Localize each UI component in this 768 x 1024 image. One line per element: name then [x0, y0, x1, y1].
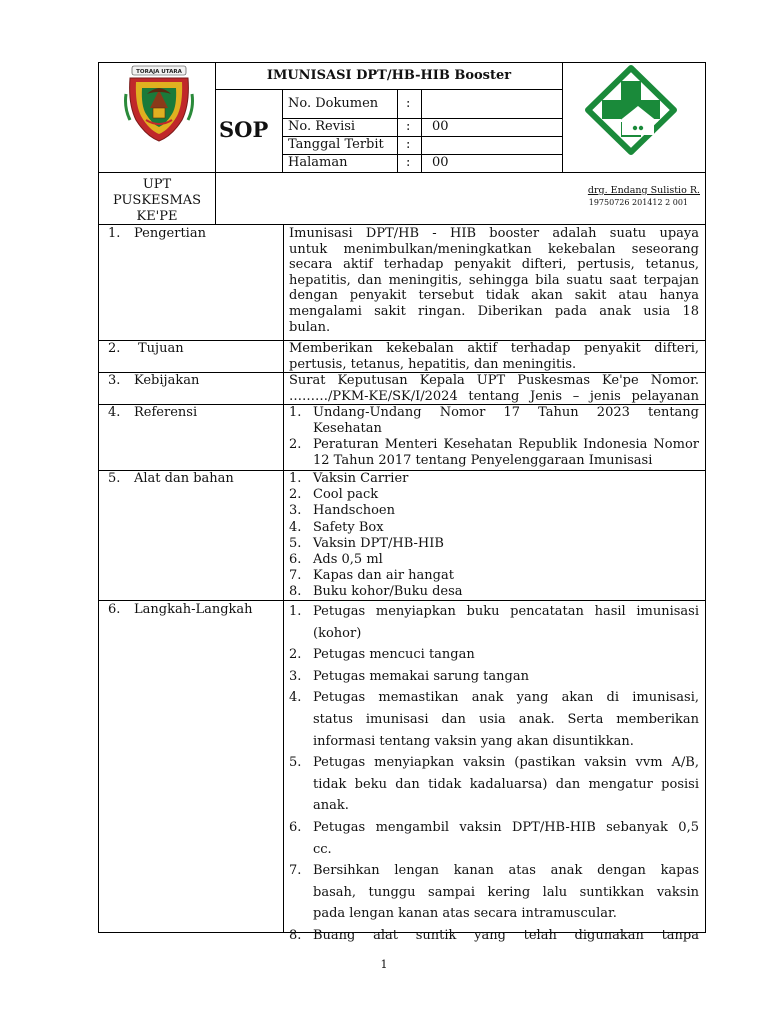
- text-line: Petugas menyiapkan vaksin (pastikan vaksin vvm A/B,: [313, 755, 699, 771]
- text-line: Petugas mengambil vaksin DPT/HB-HIB sebanyak 0,5: [313, 819, 699, 835]
- list-number: 1.: [289, 471, 302, 486]
- section-num: 5.: [108, 471, 121, 486]
- text-line: cc.: [313, 841, 332, 857]
- text-line: pada lengan kanan atas secara intramuscular.: [313, 906, 617, 922]
- signer-id: 19750726 201412 2 001: [588, 198, 688, 207]
- text-line: (kohor): [313, 625, 362, 641]
- regency-crest-logo: [122, 64, 196, 144]
- list-number: 7.: [289, 863, 302, 879]
- referensi-list: [289, 405, 699, 469]
- list-item: [289, 925, 699, 947]
- section-num: 2.: [108, 341, 121, 356]
- list-number: 8.: [289, 927, 302, 943]
- meta-sep: :: [406, 96, 411, 111]
- list-item: [289, 405, 699, 437]
- list-item: [289, 584, 699, 600]
- text-line: informasi tentang vaksin yang akan disuntikkan.: [313, 733, 634, 749]
- section-num: 1.: [108, 226, 121, 241]
- text-line: Imunisasi DPT/HB - HIB booster adalah suatu upaya: [289, 226, 699, 241]
- text-line: Safety Box: [313, 519, 384, 535]
- pengertian-paragraph: [289, 226, 699, 335]
- text-line: Kesehatan: [313, 421, 382, 436]
- text-line: Vaksin Carrier: [313, 471, 409, 486]
- text-line: untuk menimbulkan/meningkatkan kekebalan seseorang: [289, 241, 699, 257]
- list-item: [289, 752, 699, 817]
- list-item: [289, 487, 699, 503]
- list-item: [289, 437, 699, 469]
- list-item: [289, 568, 699, 584]
- puskesmas-logo: [580, 64, 682, 156]
- list-item: [289, 503, 699, 519]
- list-item: [289, 552, 699, 568]
- text-line: Petugas menyiapkan buku pencatatan hasil imunisasi: [313, 604, 699, 619]
- text-line: Handschoen: [313, 503, 395, 519]
- list-number: 2.: [289, 437, 302, 452]
- text-line: basah, tunggu sampai kering lalu suntikkan vaksin: [313, 884, 699, 900]
- section-num: 3.: [108, 373, 121, 388]
- crest-caption: TORAJA UTARA: [136, 69, 182, 75]
- list-number: 7.: [289, 568, 302, 584]
- text-line: ………/PKM-KE/SK/I/2024 tentang Jenis – jenis pelayanan: [289, 388, 699, 404]
- text-line: Undang-Undang Nomor 17 Tahun 2023 tentang: [313, 405, 699, 420]
- section-num: 4.: [108, 405, 121, 420]
- list-number: 6.: [289, 819, 302, 835]
- list-item: [289, 644, 699, 666]
- meta-sep: :: [406, 137, 411, 152]
- text-line: Buang alat suntik yang telah digunakan tanpa: [313, 927, 699, 943]
- kebijakan-paragraph: [289, 373, 699, 404]
- meta-sep: :: [406, 155, 411, 170]
- section-title-pengertian: Pengertian: [134, 226, 206, 241]
- list-number: 3.: [289, 668, 302, 684]
- list-item: [289, 860, 699, 925]
- org-line-upt: UPT: [142, 177, 172, 192]
- text-line: pertusis, tetanus, hepatitis, dan meningitis.: [289, 356, 577, 372]
- text-line: Cool pack: [313, 487, 379, 503]
- document-title: IMUNISASI DPT/HB-HIB Booster: [266, 68, 512, 83]
- list-number: 2.: [289, 647, 302, 663]
- list-item: [289, 817, 699, 860]
- text-line: Vaksin DPT/HB-HIB: [313, 535, 444, 551]
- list-number: 4.: [289, 690, 302, 706]
- section-title-tujuan: Tujuan: [138, 341, 184, 356]
- sop-label: SOP: [219, 117, 269, 142]
- list-number: 6.: [289, 552, 302, 568]
- tujuan-paragraph: [289, 341, 699, 372]
- text-line: Petugas memastikan anak yang akan di imunisasi,: [313, 690, 699, 706]
- page-number: 1: [380, 958, 388, 971]
- text-line: Peraturan Menteri Kesehatan Republik Indonesia Nomor: [313, 437, 699, 452]
- signer-name: drg. Endang Sulistio R.: [587, 185, 700, 196]
- list-number: 8.: [289, 584, 302, 600]
- meta-label-tanggal-terbit: Tanggal Terbit: [288, 137, 384, 152]
- section-num: 6.: [108, 602, 121, 617]
- text-line: Petugas memakai sarung tangan: [313, 668, 529, 684]
- section-title-referensi: Referensi: [134, 405, 198, 420]
- list-number: 1.: [289, 405, 302, 420]
- list-item: [289, 536, 699, 552]
- text-line: 12 Tahun 2017 tentang Penyelenggaraan Imunisasi: [313, 453, 653, 468]
- meta-label-halaman: Halaman: [288, 155, 348, 170]
- org-line-kepe: KE'PE: [136, 209, 178, 224]
- meta-sep: :: [406, 119, 411, 134]
- list-number: 2.: [289, 487, 302, 503]
- text-line: tidak beku dan tidak kadaluarsa) dan mengatur posisi: [313, 776, 699, 792]
- text-line: Kapas dan air hangat: [313, 568, 454, 584]
- list-item: [289, 601, 699, 644]
- alat-bahan-list: [289, 471, 699, 601]
- meta-label-no-dokumen: No. Dokumen: [288, 96, 379, 111]
- text-line: Surat Keputusan Kepala UPT Puskesmas Ke'pe Nomor.: [289, 373, 699, 388]
- list-item: [289, 520, 699, 536]
- list-item: [289, 666, 699, 688]
- text-line: Petugas mencuci tangan: [313, 647, 475, 663]
- section-title-langkah: Langkah-Langkah: [134, 602, 253, 617]
- meta-label-no-revisi: No. Revisi: [288, 119, 356, 134]
- text-line: secara aktif terhadap penyakit difteri, pertusis, tetanus,: [289, 257, 699, 273]
- text-line: status imunisasi dan usia anak. Serta memberikan: [313, 711, 699, 727]
- text-line: anak.: [313, 798, 349, 814]
- list-item: [289, 687, 699, 752]
- list-number: 4.: [289, 519, 302, 535]
- section-title-alat-bahan: Alat dan bahan: [134, 471, 234, 486]
- text-line: Ads 0,5 ml: [313, 552, 383, 568]
- text-line: Memberikan kekebalan aktif terhadap penyakit difteri,: [289, 341, 699, 356]
- list-number: 5.: [289, 755, 302, 771]
- text-line: bulan.: [289, 319, 331, 335]
- section-title-kebijakan: Kebijakan: [134, 373, 200, 388]
- text-line: mengalami sakit ringan. Diberikan pada anak usia 18: [289, 303, 699, 319]
- list-number: 5.: [289, 535, 302, 551]
- org-line-puskesmas: PUSKESMAS: [112, 193, 202, 208]
- text-line: dengan penyakit tersebut tidak akan sakit atau hanya: [289, 288, 699, 304]
- text-line: hepatitis, dan meningitis, sehingga bila suatu saat terpajan: [289, 272, 699, 288]
- meta-value-no-revisi: 00: [432, 119, 449, 134]
- list-item: [289, 471, 699, 487]
- list-number: 1.: [289, 604, 302, 619]
- meta-value-halaman: 00: [432, 155, 449, 170]
- langkah-list: [289, 601, 699, 947]
- text-line: Bersihkan lengan kanan atas anak dengan kapas: [313, 863, 699, 879]
- list-number: 3.: [289, 503, 302, 519]
- text-line: Buku kohor/Buku desa: [313, 584, 463, 600]
